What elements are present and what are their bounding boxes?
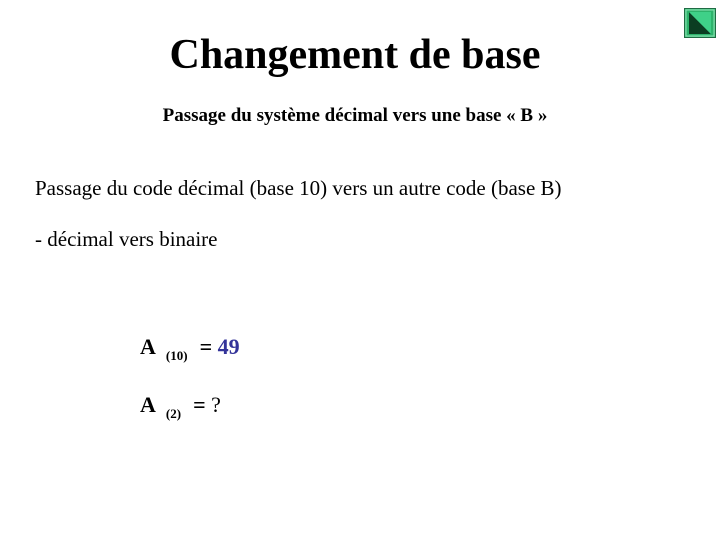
- slide-subtitle: Passage du système décimal vers une base « B »: [162, 105, 548, 126]
- equation-base2: [140, 391, 221, 422]
- intro-text: Passage du code décimal (base 10) vers un autre code (base B): [35, 176, 562, 200]
- unknown-value: ?: [211, 392, 221, 417]
- base-subscript: (10): [165, 348, 188, 363]
- equation-base10: [140, 333, 240, 364]
- variable-name: A: [140, 334, 156, 359]
- equals-sign: =: [193, 392, 206, 417]
- slide-title: Changement de base: [169, 32, 541, 78]
- equals-sign: =: [199, 334, 213, 359]
- base-subscript: (2): [165, 406, 182, 421]
- decimal-value: 49: [217, 334, 240, 359]
- variable-name: A: [140, 392, 156, 417]
- bullet-decimal-to-binary: - décimal vers binaire: [35, 227, 218, 251]
